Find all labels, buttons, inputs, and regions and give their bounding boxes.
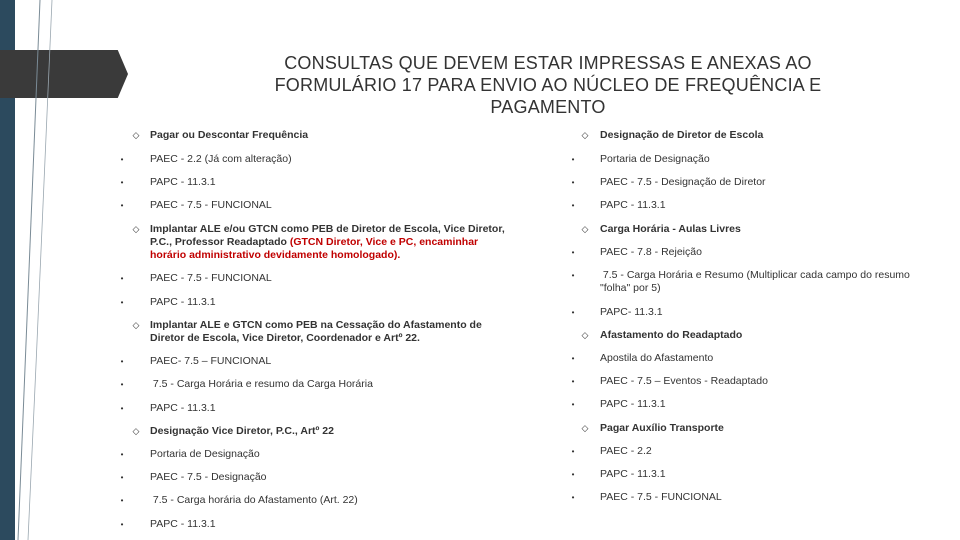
dot-bullet-icon: • <box>120 520 124 529</box>
diamond-bullet-icon: ◇ <box>132 130 140 140</box>
dot-bullet-icon: • <box>120 201 124 210</box>
dot-bullet-icon: • <box>120 155 124 164</box>
list-item: • Apostila do Afastamento <box>567 352 927 365</box>
left-heading-2: ◇ Implantar ALE e/ou GTCN como PEB de Diretor de Escola, Vice Diretor, P.C., Professor Readaptado (GTCN Diretor, Vice e PC, encaminhar horário administrativo devidamente homologado). <box>130 223 510 262</box>
list-item: • PAEC - 2.2 (Já com alteração) <box>116 153 496 166</box>
list-item: • PAEC - 7.8 - Rejeição <box>567 246 927 259</box>
right-heading-3: ◇ Afastamento do Readaptado <box>579 329 929 342</box>
list-item: • PAEC- 7.5 – FUNCIONAL <box>116 355 496 368</box>
dot-bullet-icon: • <box>120 274 124 283</box>
highlight-note: (GTCN Diretor, Vice e PC, encaminhar horário administrativo devidamente homologado). <box>150 236 479 261</box>
diamond-bullet-icon: ◇ <box>581 423 589 433</box>
dot-bullet-icon: • <box>120 496 124 505</box>
dot-bullet-icon: • <box>571 308 575 317</box>
dot-bullet-icon: • <box>571 271 575 280</box>
list-item: • PAEC - 2.2 <box>567 445 927 458</box>
list-item: • Portaria de Designação <box>567 153 927 166</box>
list-item: • PAPC - 11.3.1 <box>567 468 927 481</box>
dot-bullet-icon: • <box>571 178 575 187</box>
dot-bullet-icon: • <box>120 473 124 482</box>
diamond-bullet-icon: ◇ <box>581 330 589 340</box>
left-heading-4: ◇ Designação Vice Diretor, P.C., Artº 22 <box>130 425 510 438</box>
diamond-bullet-icon: ◇ <box>581 224 589 234</box>
list-item: • 7.5 - Carga horária do Afastamento (Art. 22) <box>116 494 496 507</box>
left-heading-1: ◇ Pagar ou Descontar Frequência <box>130 129 510 142</box>
right-heading-2: ◇ Carga Horária - Aulas Livres <box>579 223 929 236</box>
list-item: • 7.5 - Carga Horária e Resumo (Multiplicar cada campo do resumo "folha" por 5) <box>567 269 927 295</box>
dot-bullet-icon: • <box>571 447 575 456</box>
list-item: • PAEC - 7.5 - FUNCIONAL <box>116 272 496 285</box>
list-item: • PAEC - 7.5 - FUNCIONAL <box>116 199 496 212</box>
right-heading-4: ◇ Pagar Auxílio Transporte <box>579 422 929 435</box>
dot-bullet-icon: • <box>571 354 575 363</box>
list-item: • PAEC - 7.5 - Designação de Diretor <box>567 176 927 189</box>
dot-bullet-icon: • <box>120 298 124 307</box>
diamond-bullet-icon: ◇ <box>132 426 140 436</box>
right-heading-1: ◇ Designação de Diretor de Escola <box>579 129 929 142</box>
dot-bullet-icon: • <box>120 380 124 389</box>
list-item: • Portaria de Designação <box>116 448 496 461</box>
dot-bullet-icon: • <box>571 201 575 210</box>
dot-bullet-icon: • <box>571 400 575 409</box>
list-item: • PAPC - 11.3.1 <box>116 402 496 415</box>
list-item: • PAPC - 11.3.1 <box>116 518 496 531</box>
list-item: • PAPC - 11.3.1 <box>116 296 496 309</box>
dot-bullet-icon: • <box>120 404 124 413</box>
dot-bullet-icon: • <box>571 248 575 257</box>
list-item: • PAEC - 7.5 - FUNCIONAL <box>567 491 927 504</box>
list-item: • PAEC - 7.5 – Eventos - Readaptado <box>567 375 927 388</box>
dot-bullet-icon: • <box>571 155 575 164</box>
dot-bullet-icon: • <box>571 377 575 386</box>
decorative-lines <box>0 0 80 540</box>
dot-bullet-icon: • <box>571 470 575 479</box>
dot-bullet-icon: • <box>571 493 575 502</box>
dot-bullet-icon: • <box>120 450 124 459</box>
dot-bullet-icon: • <box>120 357 124 366</box>
list-item: • 7.5 - Carga Horária e resumo da Carga Horária <box>116 378 496 391</box>
diamond-bullet-icon: ◇ <box>132 224 140 234</box>
left-heading-3: ◇ Implantar ALE e GTCN como PEB na Cessação do Afastamento de Diretor de Escola, Vice Diretor, Coordenador e Artº 22. <box>130 319 510 345</box>
list-item: • PAPC - 11.3.1 <box>116 176 496 189</box>
list-item: • PAPC - 11.3.1 <box>567 199 927 212</box>
list-item: • PAEC - 7.5 - Designação <box>116 471 496 484</box>
list-item: • PAPC- 11.3.1 <box>567 306 927 319</box>
dot-bullet-icon: • <box>120 178 124 187</box>
diamond-bullet-icon: ◇ <box>132 320 140 330</box>
page-title: CONSULTAS QUE DEVEM ESTAR IMPRESSAS E ANEXAS AO FORMULÁRIO 17 PARA ENVIO AO NÚCLEO DE FREQUÊNCIA E PAGAMENTO <box>274 53 822 117</box>
list-item: • PAPC - 11.3.1 <box>567 398 927 411</box>
diamond-bullet-icon: ◇ <box>581 130 589 140</box>
